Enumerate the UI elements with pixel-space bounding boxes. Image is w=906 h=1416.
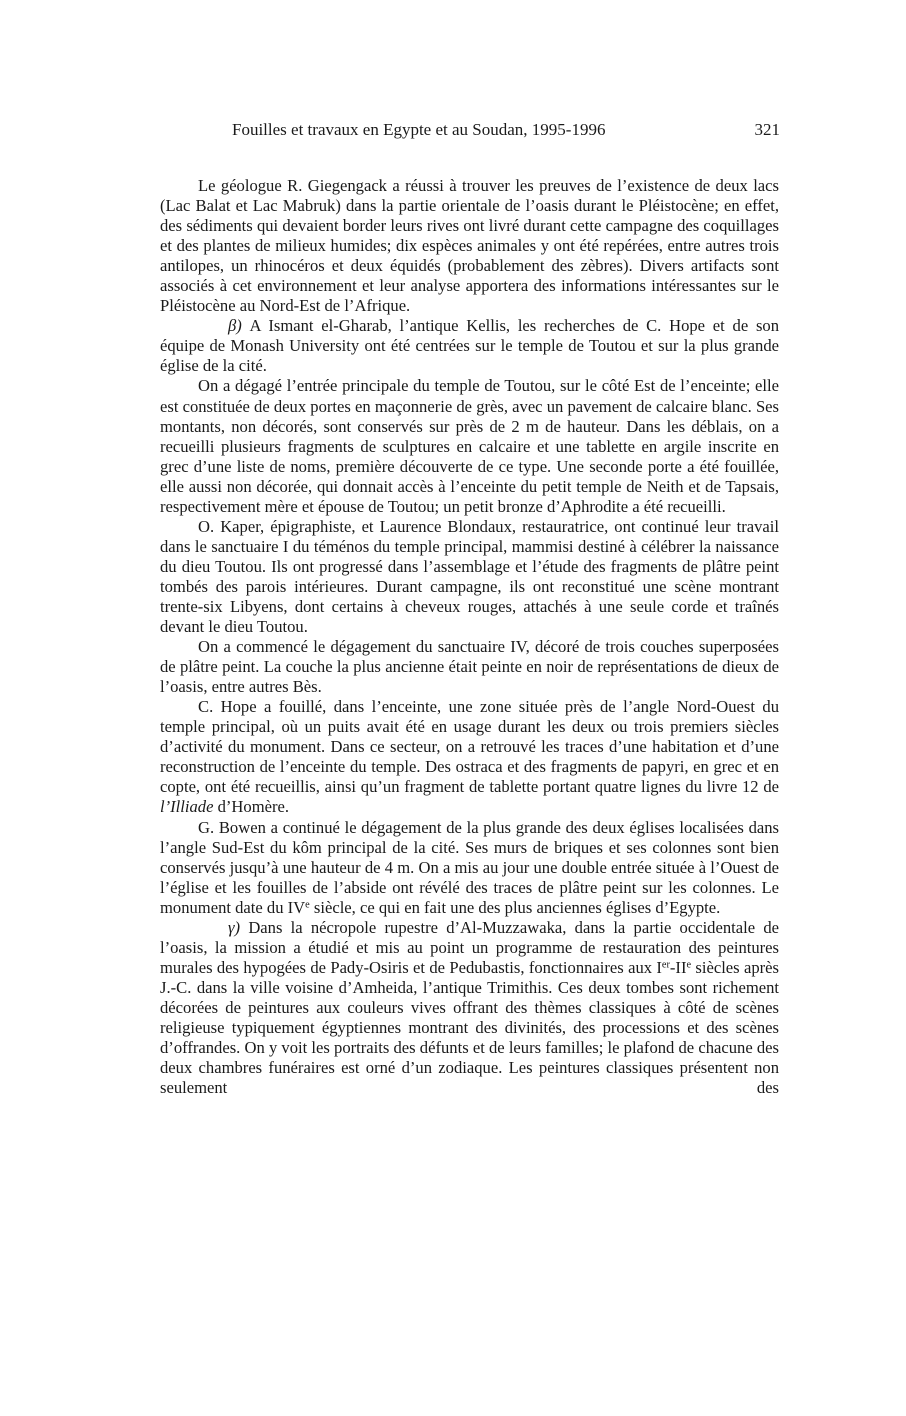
paragraph-7 — [160, 818, 779, 918]
paragraph-7-text-b: siècle, ce qui en fait une des plus anciennes églises d’Egypte. — [309, 897, 721, 917]
century-dash-ii: -II — [669, 957, 687, 977]
running-title: Fouilles et travaux en Egypte et au Soudan, 1995-1996 — [232, 120, 606, 139]
paragraph-6-text-a: C. Hope a fouillé, dans l’enceinte, une zone située près de l’angle Nord-Ouest du temple principal, où un puits avait été en usage durant les deux ou trois premiers siècles d’activité du monument. Dans ce secteur, on a retrouvé les traces d’une habitation et d’une reconstruction de l’enceinte du temple. Des ostraca et des fragments de papyri, en grec et en copte, ont été recueillis, ainsi qu’un fragment de tablette portant quatre lignes du livre 12 de — [160, 697, 779, 797]
second-century-superscript: e — [686, 959, 692, 971]
paragraph-6-text-b: d’Homère. — [213, 797, 290, 817]
section-marker-beta: β) — [228, 316, 242, 336]
paragraph-6 — [160, 697, 779, 817]
iliad-title: l’Illiade — [160, 797, 214, 817]
paragraph-7-text-a: G. Bowen a continué le dégagement de la plus grande des deux églises localisées dans l’angle Sud-Est du kôm principal de la cité. Ses murs de briques et ses colonnes sont bien conservés jusqu’à une hauteur de 4 m. On a mis au jour une double entrée située à l’Ouest de l’église et les fouilles de l’abside ont révélé des traces de plâtre peint sur les colonnes. Le monument date du IV — [160, 817, 779, 917]
body-text — [160, 176, 779, 1098]
section-marker-gamma: γ) — [228, 917, 241, 937]
first-century-superscript: er — [661, 959, 670, 971]
paragraph-4: O. Kaper, épigraphiste, et Laurence Blondaux, restauratrice, ont continué leur travail dans le sanctuaire I du téménos du temple principal, mammisi destiné à célébrer la naissance du dieu Toutou. Ils ont progressé dans l’assemblage et l’étude des fragments de plâtre peint tombés des parois intérieures. Durant campagne, ils ont reconstitué une scène montrant trente-six Libyens, dont certains à cheveux rouges, attachés à une seule corde et traînés devant le dieu Toutou. — [160, 516, 779, 637]
paragraph-8-text-b: siècles après J.-C. dans la ville voisine d’Amheida, l’antique Trimithis. Ces deux tombes sont richement décorées de peintures aux couleurs vives offrant des thèmes classiques à côté de scènes religieuse typiquement égyptiennes montrant des divinités, des processions et des scènes d’offrandes. On y voit les portraits des défunts et de leurs familles; le plafond de chacune des deux chambres funéraires est orné d’un zodiaque. Les peintures classiques présentent non seulement des — [160, 957, 779, 1098]
paragraph-1: Le géologue R. Giegengack a réussi à trouver les preuves de l’existence de deux lacs (Lac Balat et Lac Mabruk) dans la partie orientale de l’oasis durant le Pléistocène; en effet, des sédiments qui devaient border leurs rives ont livré durant cette campagne des coquillages et des plantes de milieux humides; dix espèces animales y ont été repérées, entre autres trois antilopes, un rhinocéros et deux équidés (probablement des zèbres). Divers artifacts sont associés à cet environnement et leur analyse apportera des informations intéressantes sur le Pléistocène au Nord-Est de l’Afrique. — [160, 176, 779, 316]
century-superscript: e — [305, 899, 310, 911]
paragraph-2 — [160, 316, 779, 376]
paragraph-3: On a dégagé l’entrée principale du temple de Toutou, sur le côté Est de l’enceinte; elle est constituée de deux portes en maçonnerie de grès, avec un pavement de calcaire blanc. Ses montants, non décorés, sont conservés sur près de 2 m de hauteur. Dans les déblais, on a recueilli plusieurs fragments de sculptures en calcaire et une tablette en argile inscrite en grec d’une liste de noms, première découverte de ce type. Une seconde porte a été fouillée, elle aussi non décorée, qui donnait accès à l’enceinte du petit temple de Neith et de Tapsais, respectivement mère et épouse de Toutou; un petit bronze d’Aphrodite a été recueilli. — [160, 376, 779, 516]
paragraph-2-text: A Ismant el-Gharab, l’antique Kellis, les recherches de C. Hope et de son équipe de Monash University ont été centrées sur le temple de Toutou et sur la plus grande église de la cité. — [160, 316, 779, 376]
page-number: 321 — [754, 120, 780, 139]
paragraph-8 — [160, 918, 779, 1098]
paragraph-5: On a commencé le dégagement du sanctuaire IV, décoré de trois couches superposées de plâtre peint. La couche la plus ancienne était peinte en noir de représentations de dieux de l’oasis, entre autres Bès. — [160, 637, 779, 697]
paragraph-8-text-a: Dans la nécropole rupestre d’Al-Muzzawaka, dans la partie occidentale de l’oasis, la mission a étudié et mis au point un programme de restauration des peintures murales des hypogées de Pady-Osiris et de Pedubastis, fonctionnaires aux I — [160, 917, 779, 977]
